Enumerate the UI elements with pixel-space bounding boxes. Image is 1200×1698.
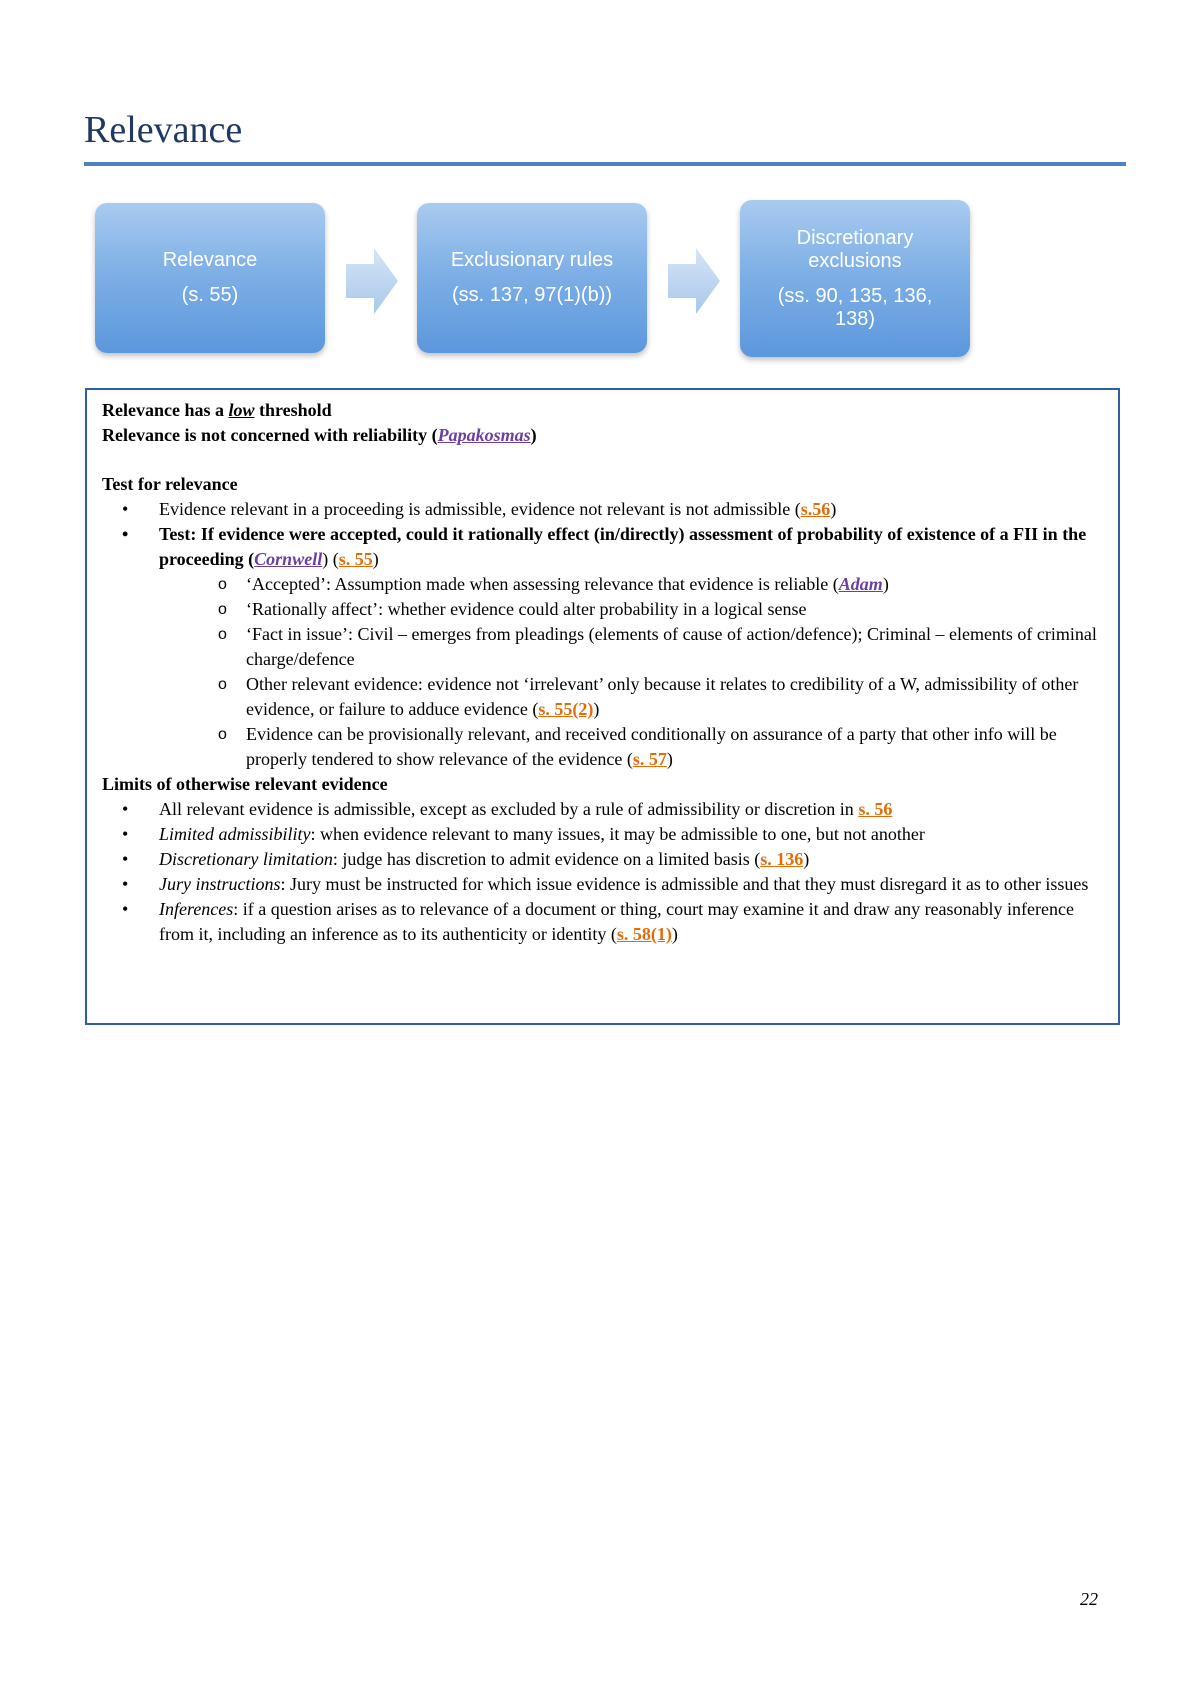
spacer: [102, 448, 1104, 472]
sub-list-item: [102, 672, 1104, 722]
sub-list-item: [102, 572, 1104, 597]
page-number: 22: [1080, 1589, 1098, 1609]
bullet-marker: •: [122, 499, 129, 519]
list-item-label: Discretionary limitation: [159, 849, 333, 869]
list-item-text: ) (: [322, 549, 339, 569]
case-link-adam[interactable]: Adam: [838, 574, 883, 594]
list-item-text: ): [372, 549, 379, 569]
sub-item-text: ‘Fact in issue’: Civil – emerges from pleadings (elements of cause of action/defence); Criminal – elements of criminal charge/defence: [246, 624, 1097, 669]
low-threshold-heading: [102, 398, 1104, 423]
case-link-papakosmas[interactable]: Papakosmas: [437, 425, 531, 445]
sub-bullet-marker: o: [218, 601, 227, 618]
list-item: [102, 847, 1104, 872]
test-for-relevance-heading: Test for relevance: [102, 474, 238, 494]
section-ref-link[interactable]: s. 58(1): [616, 924, 672, 944]
list-item: [102, 522, 1104, 772]
sub-bullet-marker: o: [218, 576, 227, 593]
flow-box-exclusionary-rules: [417, 203, 647, 353]
list-item-label: Limited admissibility: [159, 824, 311, 844]
sub-bullet-marker: o: [218, 626, 227, 643]
sub-item-text: Other relevant evidence: evidence not ‘irrelevant’ only because it relates to credibility of a W, admissibility of other evidence, or failure to adduce evidence (: [246, 674, 1079, 719]
section-ref-link[interactable]: s. 55(2): [538, 699, 594, 719]
list-item-text: All relevant evidence is admissible, except as excluded by a rule of admissibility or discretion in: [159, 799, 859, 819]
list-item-text: : when evidence relevant to many issues, it may be admissible to one, but not another: [310, 824, 925, 844]
emphasis-low: low: [228, 400, 255, 420]
flow-box-title: Discretionary exclusions: [796, 226, 914, 272]
list-item: [102, 897, 1104, 947]
list-item-text: ): [803, 849, 810, 869]
list-item: [102, 872, 1104, 897]
sub-item-text: ): [882, 574, 889, 594]
list-item-text: ): [671, 924, 678, 944]
list-item-text: : if a question arises as to relevance of a document or thing, court may examine it and draw any reasonably inference from it, including an inference as to its authenticity or identity (: [159, 899, 1074, 944]
list-item-label: Inferences: [159, 899, 234, 919]
relevance-notes-box: [85, 388, 1120, 1025]
bullet-marker: •: [122, 899, 129, 919]
list-item: [102, 822, 1104, 847]
sub-item-text: ): [666, 749, 673, 769]
sub-bullet-marker: o: [218, 676, 227, 693]
sub-list: [159, 572, 1104, 772]
flow-box-relevance: [95, 203, 325, 353]
bullet-marker: •: [122, 849, 129, 869]
flow-box-sub: (ss. 90, 135, 136, 138): [777, 284, 933, 330]
section-ref-link[interactable]: s. 57: [632, 749, 667, 769]
sub-list-item: [102, 722, 1104, 772]
bullet-marker: •: [122, 524, 129, 544]
flow-box-discretionary-exclusions: [740, 200, 970, 357]
bullet-marker: •: [122, 799, 129, 819]
heading-text: Relevance has a: [102, 400, 229, 420]
list-item-text: : judge has discretion to admit evidence on a limited basis (: [332, 849, 761, 869]
section-ref-link[interactable]: s. 136: [760, 849, 804, 869]
section-ref-link[interactable]: s.56: [800, 499, 831, 519]
reliability-heading: [102, 423, 1104, 448]
sub-item-text: ‘Accepted’: Assumption made when assessing relevance that evidence is reliable (: [246, 574, 839, 594]
title-rule: [84, 162, 1126, 166]
list-item-text: : Jury must be instructed for which issue evidence is admissible and that they must disregard it as to other issues: [280, 874, 1089, 894]
bullet-marker: •: [122, 824, 129, 844]
flow-box-sub: (s. 55): [181, 284, 239, 306]
heading-text: Relevance is not concerned with reliability (: [102, 425, 438, 445]
arrow-right-icon: [666, 246, 722, 316]
sub-list-item: [102, 597, 1104, 622]
list-item: [102, 797, 1104, 822]
sub-list-item: [102, 622, 1104, 672]
page-title: Relevance: [84, 109, 243, 151]
heading-text: threshold: [254, 400, 332, 420]
flow-box-title: Exclusionary rules: [450, 249, 614, 271]
bullet-marker: •: [122, 874, 129, 894]
flow-box-sub: (ss. 137, 97(1)(b)): [451, 284, 613, 306]
sub-bullet-marker: o: [218, 726, 227, 743]
list-item-label: Jury instructions: [159, 874, 281, 894]
flow-box-title: Relevance: [162, 249, 258, 271]
heading-text: ): [530, 425, 537, 445]
list-item-text: ): [830, 499, 837, 519]
arrow-right-icon: [344, 246, 400, 316]
sub-item-text: Evidence can be provisionally relevant, and received conditionally on assurance of a party that other info will be properly tendered to show relevance of the evidence (: [246, 724, 1057, 769]
section-ref-link[interactable]: s. 55: [338, 549, 373, 569]
limits-list: [102, 797, 1104, 947]
sub-item-text: ‘Rationally affect’: whether evidence could alter probability in a logical sense: [246, 599, 807, 619]
test-list: [102, 497, 1104, 772]
section-ref-link[interactable]: s. 56: [858, 799, 893, 819]
sub-item-text: ): [593, 699, 600, 719]
case-link-cornwell[interactable]: Cornwell: [254, 549, 323, 569]
list-item-text: Test: If evidence were accepted, could it rationally effect (in/directly) assessment of probability of existence of a FII in the proceeding (: [159, 524, 1087, 569]
list-item: [102, 497, 1104, 522]
limits-heading: Limits of otherwise relevant evidence: [102, 774, 388, 794]
list-item-text: Evidence relevant in a proceeding is admissible, evidence not relevant is not admissible (: [159, 499, 801, 519]
